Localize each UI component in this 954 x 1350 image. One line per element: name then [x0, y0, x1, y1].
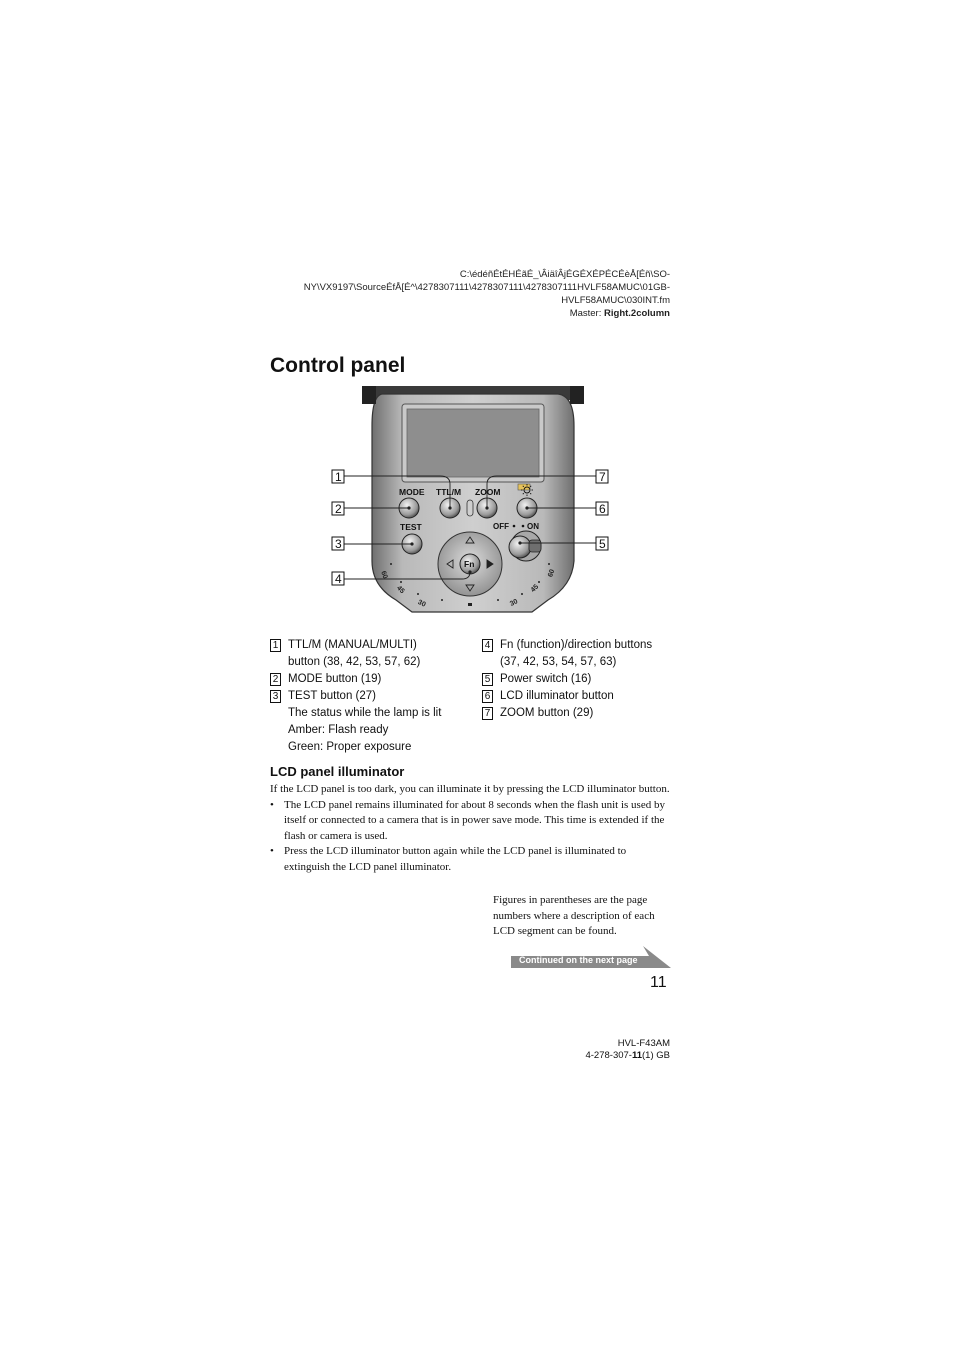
continued-label: Continued on the next page [519, 955, 638, 965]
footer-model: HVL-F43AM [617, 1038, 670, 1049]
path-line-3: HVLF58AMUC\030INT.fm [561, 295, 670, 306]
file-path-header [304, 268, 670, 320]
bullet-list [270, 798, 670, 876]
scale-left-45: 45 [395, 584, 406, 596]
legend-item-5-line-1: Power switch (16) [500, 673, 592, 685]
legend-item-3 [270, 688, 475, 705]
status-lamp [467, 500, 473, 516]
legend-number-4: 4 [482, 639, 493, 652]
legend-number-5: 5 [482, 673, 493, 686]
legend-item-7 [482, 705, 682, 722]
path-line-2: NY\VX9197\SourceÉfÅ[É^\4278307111\4278307111\4278307111HVLF58AMUC\01GB- [303, 282, 670, 293]
lamp-status-green: Green: Proper exposure [288, 741, 412, 753]
mode-label: MODE [399, 487, 425, 497]
page-number: 11 [650, 974, 667, 991]
legend-left-column [270, 637, 475, 756]
callout-6: 6 [599, 502, 606, 516]
legend-item-2-line-1: MODE button (19) [288, 673, 382, 685]
footer-code-bold: 11 [631, 1050, 643, 1061]
callout-5: 5 [599, 537, 606, 551]
section-heading: LCD panel illuminator [270, 764, 405, 779]
zoom-label: ZOOM [475, 487, 501, 497]
legend-item-7-line-1: ZOOM button (29) [500, 707, 594, 719]
master-value: Right.2column [604, 308, 670, 319]
callout-2: 2 [335, 502, 342, 516]
footer-code [585, 1050, 670, 1062]
off-dot [513, 525, 516, 528]
page-title: Control panel [270, 354, 406, 377]
scale-left-60: 60 [379, 570, 389, 580]
path-line-1: C:\édéñÉtÉHÉãÉ_\ÂiäîÂjÉGÉXÉPÉCÉèÅ[Éñ\SO- [459, 269, 670, 280]
legend-number-2: 2 [270, 673, 281, 686]
power-switch [509, 536, 531, 558]
legend-item-6-line-1: LCD illuminator button [500, 690, 614, 702]
callout-1: 1 [335, 470, 342, 484]
center-mark [468, 603, 472, 606]
lamp-status-text: The status while the lamp is lit [288, 707, 442, 719]
bullet-item-2: • Press the LCD illuminator button again while the LCD panel is illuminated to extinguish the LCD panel illuminator. [270, 844, 670, 875]
continued-banner [511, 946, 671, 970]
legend-item-1 [270, 637, 475, 671]
control-panel-figure [322, 386, 618, 614]
device-left-shoulder [362, 386, 376, 404]
footer [585, 1038, 670, 1062]
page-note: Figures in parentheses are the page numbers where a description of each LCD segment can be found. [493, 894, 655, 937]
callout-7: 7 [599, 470, 606, 484]
scale-left-30: 30 [416, 599, 427, 609]
legend-right-column [482, 637, 682, 722]
legend-number-6: 6 [482, 690, 493, 703]
legend-item-4-line-2: (37, 42, 53, 54, 57, 63) [500, 656, 617, 668]
lamp-status-amber: Amber: Flash ready [288, 724, 389, 736]
lcd-panel [407, 409, 539, 477]
legend-item-4 [482, 637, 682, 671]
master-label: Master: [569, 308, 602, 319]
power-switch-lever [529, 540, 541, 552]
ttlm-label: TTL/M [436, 487, 462, 497]
section-body [270, 782, 670, 875]
legend-item-1-line-2: button (38, 42, 53, 57, 62) [288, 656, 421, 668]
test-label: TEST [400, 522, 422, 532]
legend-item-6 [482, 688, 682, 705]
callout-3: 3 [335, 537, 342, 551]
legend-item-3-line-1: TEST button (27) [288, 690, 376, 702]
bullet-item-1: • The LCD panel remains illuminated for about 8 seconds when the flash unit is used by itself or connected to a camera that is in power save mode. This time is extended if the flash or camera is used. [270, 798, 670, 845]
fn-label: Fn [464, 559, 475, 569]
legend-item-4-line-1: Fn (function)/direction buttons [500, 639, 653, 651]
legend-item-1-line-1: TTL/M (MANUAL/MULTI) [288, 639, 417, 651]
legend-number-3: 3 [270, 690, 281, 703]
legend-number-7: 7 [482, 707, 493, 720]
scale-right-60: 60 [547, 568, 557, 579]
on-label: ON [527, 522, 539, 531]
scale-right-45: 45 [529, 583, 541, 594]
legend-item-2 [270, 671, 475, 688]
footer-code-prefix: 4-278-307- [585, 1050, 632, 1061]
section-intro: If the LCD panel is too dark, you can illuminate it by pressing the LCD illuminator button. [270, 783, 670, 795]
off-label: OFF [493, 522, 509, 531]
scale-right-30: 30 [509, 598, 520, 608]
on-dot [522, 525, 525, 528]
legend-item-5 [482, 671, 682, 688]
device-right-shoulder [570, 386, 584, 404]
callout-4: 4 [335, 572, 342, 586]
legend-number-1: 1 [270, 639, 281, 652]
footer-code-suffix: (1) GB [642, 1050, 670, 1061]
